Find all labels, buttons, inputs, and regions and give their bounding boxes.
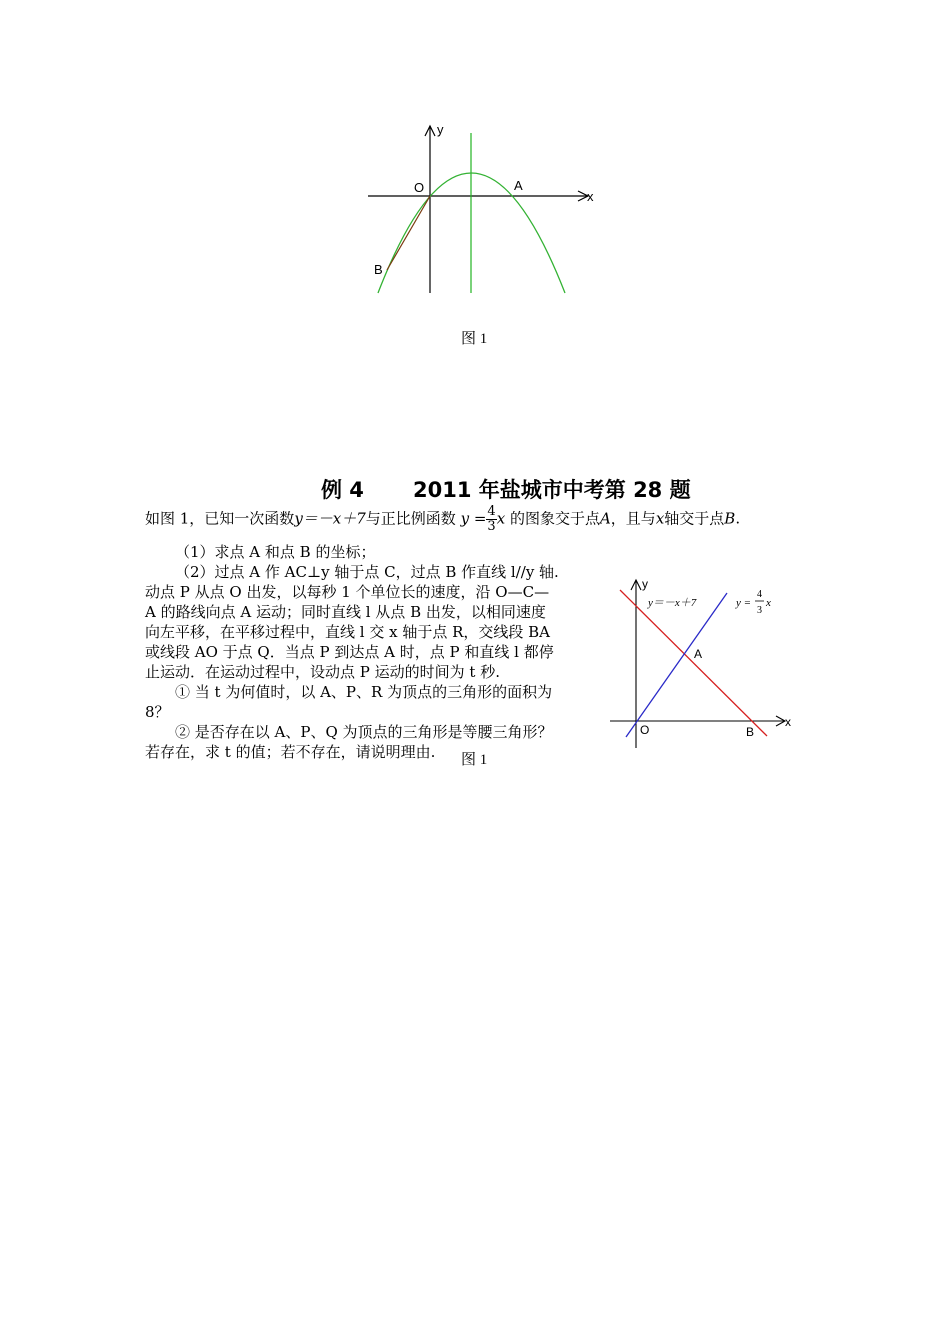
lines-figure: [600, 570, 800, 755]
figure-caption-right: 图 1: [461, 752, 488, 768]
label-y: y: [437, 122, 444, 137]
question-2-2-line-0: ② 是否存在以 A、P、Q 为顶点的三角形是等腰三角形？: [175, 723, 553, 741]
label-a: A: [694, 647, 703, 661]
figure-caption-top: 图 1: [461, 331, 488, 347]
label-b: B: [746, 725, 755, 739]
eq-blue-num: 4: [757, 589, 762, 600]
question-2-line-4: 或线段 AO 于点 Q．当点 P 到达点 A 时，点 P 和直线 l 都停: [145, 643, 554, 661]
fraction-four-thirds: $\frac{4}{3}$: [487, 504, 496, 534]
question-2-2-line-1: 若存在，求 t 的值；若不存在，请说明理由.: [145, 743, 436, 761]
question-2-line-0: （2）过点 A 作 AC⊥y 轴于点 C，过点 B 作直线 l//y 轴.: [175, 563, 559, 581]
label-y: y: [642, 577, 648, 591]
parabola-figure: [360, 118, 600, 300]
question-2-line-1: 动点 P 从点 O 出发，以每秒 1 个单位长的速度，沿 O—C—: [145, 583, 550, 601]
eq-blue-lhs: y =: [736, 597, 752, 609]
line-blue: [626, 593, 727, 737]
question-2-line-3: 向左平移，在平移过程中，直线 l 交 x 轴于点 R，交线段 BA: [145, 623, 551, 641]
problem-intro: 如图 1，已知一次函数y＝－x＋7与正比例函数 y = $\frac{4}{3}$ x 的图象交于点A，且与x轴交于点B.: [145, 504, 741, 534]
label-x: x: [587, 189, 594, 204]
question-2-line-2: A 的路线向点 A 运动；同时直线 l 从点 B 出发，以相同速度: [145, 603, 546, 621]
eq-blue-var: x: [766, 597, 771, 609]
segment-ob: [387, 196, 430, 270]
label-b: B: [374, 262, 383, 277]
example-title: 2011 年盐城市中考第 28 题: [413, 478, 691, 502]
eq-red-label: y＝－x＋7: [648, 597, 697, 609]
question-2-line-5: 止运动．在运动过程中，设动点 P 运动的时间为 t 秒.: [145, 663, 500, 681]
question-1: （1）求点 A 和点 B 的坐标；: [175, 543, 376, 561]
question-2-1-line-1: 8？: [145, 703, 170, 721]
example-number: 例 4: [321, 478, 364, 502]
label-o: O: [414, 180, 425, 195]
question-2-1-line-0: ① 当 t 为何值时，以 A、P、R 为顶点的三角形的面积为: [175, 683, 553, 701]
eq-blue-den: 3: [757, 605, 762, 616]
label-a: A: [514, 178, 523, 193]
label-o: O: [640, 723, 650, 737]
label-x: x: [785, 715, 791, 729]
